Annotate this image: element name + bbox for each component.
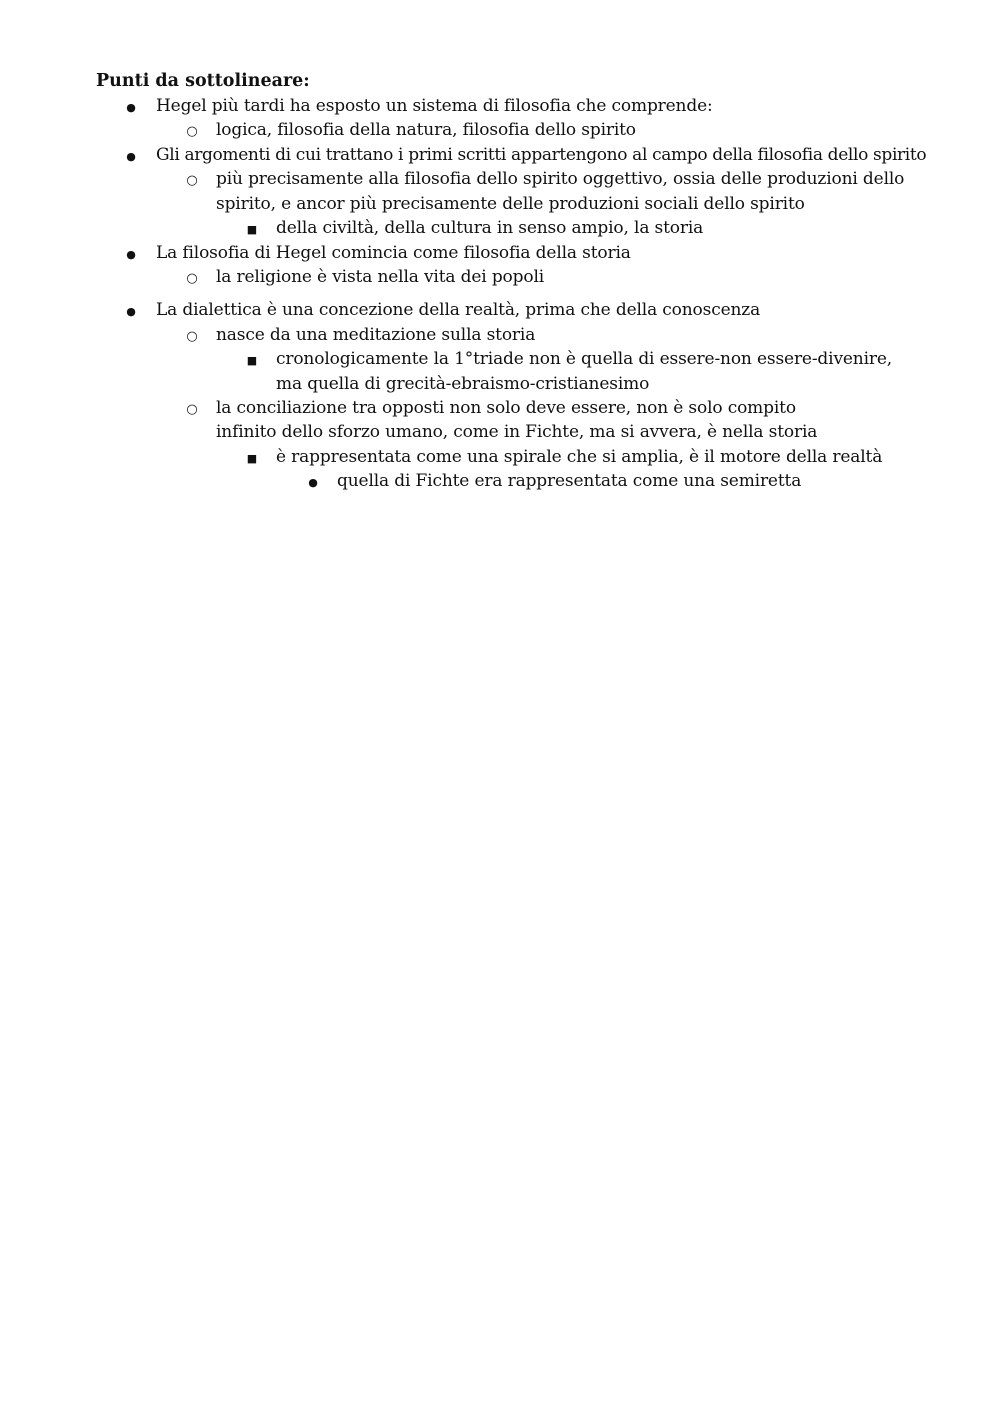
list-item-level1: Hegel più tardi ha esposto un sistema di filosofia che comprende: <box>156 96 713 116</box>
list-item-level2-continuation: infinito dello sforzo umano, come in Fichte, ma si avvera, è nella storia <box>216 422 818 442</box>
list-item-level2: la religione è vista nella vita dei popoli <box>216 267 545 287</box>
list-item-level4: quella di Fichte era rappresentata come una semiretta <box>337 471 802 491</box>
list-item-level2-continuation: spirito, e ancor più precisamente delle produzioni sociali dello spirito <box>216 194 805 214</box>
circle-bullet-icon <box>185 118 199 144</box>
list-item-level3-continuation: ma quella di grecità-ebraismo-cristianesimo <box>276 374 650 394</box>
list-item-level3: è rappresentata come una spirale che si amplia, è il motore della realtà <box>276 447 883 467</box>
square-bullet-icon <box>245 445 259 471</box>
list-item-level3: cronologicamente la 1°triade non è quella di essere-non essere-divenire, <box>276 349 893 369</box>
circle-bullet-icon <box>185 265 199 291</box>
list-item-level2: più precisamente alla filosofia dello spirito oggettivo, ossia delle produzioni dello <box>216 169 905 189</box>
disc-bullet-icon <box>306 469 320 495</box>
list-item-level1: La filosofia di Hegel comincia come filosofia della storia <box>156 243 631 263</box>
list-item-level2: la conciliazione tra opposti non solo deve essere, non è solo compito <box>216 398 796 418</box>
disc-bullet-icon <box>124 143 138 169</box>
circle-bullet-icon <box>185 167 199 193</box>
section-heading: Punti da sottolineare: <box>96 71 310 91</box>
list-item-level2: nasce da una meditazione sulla storia <box>216 325 536 345</box>
square-bullet-icon <box>245 216 259 242</box>
circle-bullet-icon <box>185 396 199 422</box>
list-item-level1: Gli argomenti di cui trattano i primi scritti appartengono al campo della filosofia dello spirito <box>156 145 927 165</box>
list-item-level3: della civiltà, della cultura in senso ampio, la storia <box>276 218 704 238</box>
circle-bullet-icon <box>185 323 199 349</box>
disc-bullet-icon <box>124 298 138 324</box>
square-bullet-icon <box>245 347 259 373</box>
list-item-level2: logica, filosofia della natura, filosofia dello spirito <box>216 120 636 140</box>
list-item-level1: La dialettica è una concezione della realtà, prima che della conoscenza <box>156 300 761 320</box>
disc-bullet-icon <box>124 94 138 120</box>
disc-bullet-icon <box>124 241 138 267</box>
